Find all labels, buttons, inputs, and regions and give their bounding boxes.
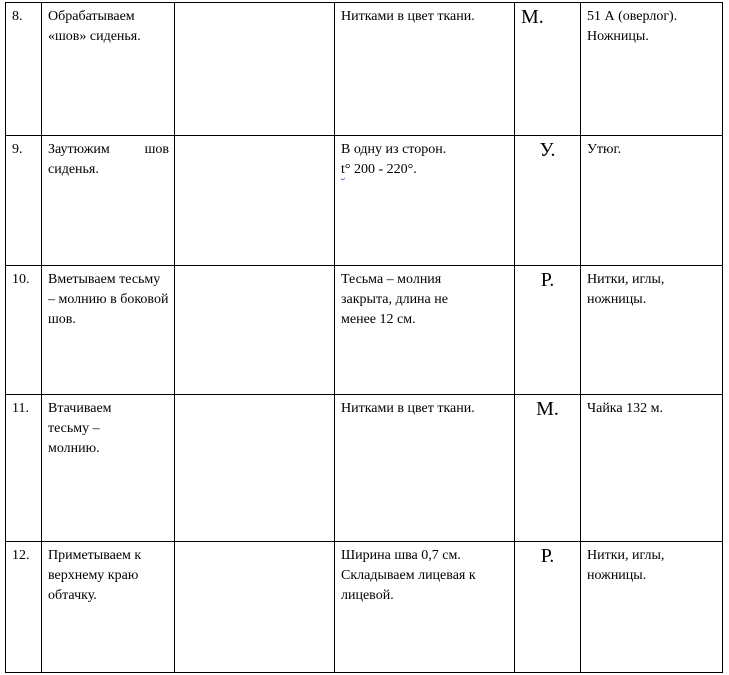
operation-text: Приметываем к верхнему краю обтачку.: [48, 548, 142, 603]
blank-text: [175, 136, 334, 140]
tools-cell: [581, 542, 723, 673]
conditions-cell: [335, 542, 515, 673]
step-number: 9.: [12, 142, 23, 157]
operation-cell: [42, 3, 175, 136]
process-table: [5, 2, 723, 673]
blank-text: [175, 542, 334, 546]
work-type-mark: М.: [536, 398, 559, 420]
mark-cell: [515, 136, 581, 266]
operation-text: Втачиваем тесьму – молнию.: [48, 401, 112, 456]
temperature-text: [341, 160, 509, 180]
step-number-cell: [6, 3, 42, 136]
step-number: 11.: [12, 401, 29, 416]
tools-text: Чайка 132 м.: [587, 401, 663, 416]
mark-cell: [515, 395, 581, 542]
temperature-range: ° 200 - 220°.: [344, 162, 417, 177]
mark-cell: [515, 542, 581, 673]
operation-text: Заутюжим шов сиденья.: [48, 142, 169, 177]
operation-cell: [42, 395, 175, 542]
step-number-cell: [6, 266, 42, 395]
step-number-cell: [6, 136, 42, 266]
table-row: [6, 136, 723, 266]
mark-cell: [515, 266, 581, 395]
blank-cell: [175, 542, 335, 673]
conditions-text: Нитками в цвет ткани.: [341, 401, 475, 416]
blank-text: [175, 395, 334, 399]
step-number: 10.: [12, 272, 30, 287]
work-type-mark: М.: [521, 6, 544, 28]
conditions-text: Нитками в цвет ткани.: [341, 9, 475, 24]
conditions-block: [335, 136, 514, 180]
blank-cell: [175, 395, 335, 542]
tools-text: Нитки, иглы, ножницы.: [587, 548, 665, 583]
conditions-cell: [335, 136, 515, 266]
step-number-cell: [6, 395, 42, 542]
table-row: [6, 395, 723, 542]
blank-text: [175, 266, 334, 270]
temperature-symbol: t: [341, 162, 345, 177]
blank-cell: [175, 3, 335, 136]
table-row: [6, 266, 723, 395]
work-type-mark: Р.: [540, 545, 555, 567]
tools-text: Утюг.: [587, 142, 622, 157]
conditions-cell: [335, 395, 515, 542]
conditions-cell: [335, 3, 515, 136]
work-type-mark: Р.: [540, 269, 555, 291]
step-number-cell: [6, 542, 42, 673]
operation-cell: [42, 136, 175, 266]
conditions-text: В одну из сторон.: [341, 142, 447, 157]
operation-cell: [42, 266, 175, 395]
blank-cell: [175, 136, 335, 266]
tools-cell: [581, 136, 723, 266]
step-number: 12.: [12, 548, 30, 563]
tools-cell: [581, 3, 723, 136]
step-number: 8.: [12, 9, 23, 24]
work-type-mark: У.: [539, 139, 556, 161]
operation-cell: [42, 542, 175, 673]
blank-cell: [175, 266, 335, 395]
tools-cell: [581, 395, 723, 542]
conditions-text: Тесьма – молния закрыта, длина не менее 12 см.: [341, 272, 448, 327]
table-row: [6, 542, 723, 673]
operation-text: Вметываем тесьму – молнию в боковой шов.: [48, 272, 169, 327]
tools-cell: [581, 266, 723, 395]
table-row: [6, 3, 723, 136]
conditions-text: Ширина шва 0,7 см. Складываем лицевая к лицевой.: [341, 548, 476, 603]
tools-text: 51 А (оверлог). Ножницы.: [587, 9, 678, 44]
conditions-cell: [335, 266, 515, 395]
blank-text: [175, 3, 334, 7]
tools-text: Нитки, иглы, ножницы.: [587, 272, 665, 307]
mark-cell: [515, 3, 581, 136]
operation-text: Обрабатываем «шов» сиденья.: [48, 9, 141, 44]
